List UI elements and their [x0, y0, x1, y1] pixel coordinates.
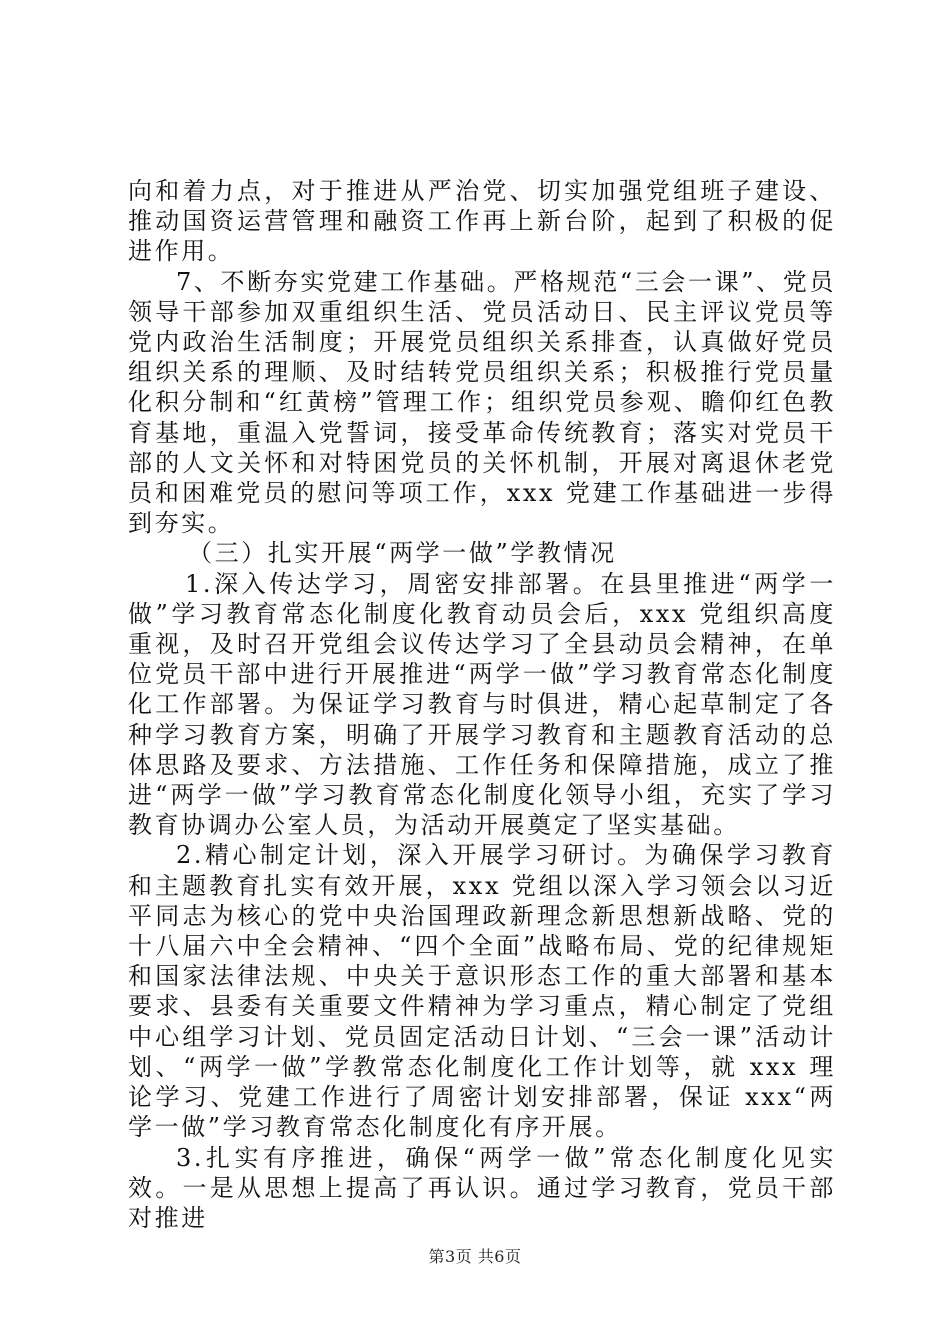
document-body: [128, 176, 836, 1233]
paragraph-item-1: 1.深入传达学习，周密安排部署。在县里推进“两学一做”学习教育常态化制度化教育动员会后，xxx 党组织高度重视，及时召开党组会议传达学习了全县动员会精神，在单位党员干部中进行开展推进“两学一做”学习教育常态化制度化工作部署。为保证学习教育与时俱进，精心起草制定了各种学习教育方案，明确了开展学习教育和主题教育活动的总体思路及要求、方法措施、工作任务和保障措施，成立了推进“两学一做”学习教育常态化制度化领导小组，充实了学习教育协调办公室人员，为活动开展奠定了坚实基础。: [128, 569, 836, 840]
page-number-footer: 第3页 共6页: [428, 1247, 522, 1266]
paragraph-item-7: 7、不断夯实党建工作基础。严格规范“三会一课”、党员领导干部参加双重组织生活、党员活动日、民主评议党员等党内政治生活制度；开展党员组织关系排查，认真做好党员组织关系的理顺、及时结转党员组织关系；积极推行党员量化积分制和“红黄榜”管理工作；组织党员参观、瞻仰红色教育基地，重温入党誓词，接受革命传统教育；落实对党员干部的人文关怀和对特困党员的关怀机制，开展对离退休老党员和困难党员的慰问等项工作，xxx 党建工作基础进一步得到夯实。: [128, 267, 836, 538]
paragraph-item-3: 3.扎实有序推进，确保“两学一做”常态化制度化见实效。一是从思想上提高了再认识。通过学习教育，党员干部对推进: [128, 1143, 836, 1232]
paragraph-continuation: 向和着力点，对于推进从严治党、切实加强党组班子建设、推动国资运营管理和融资工作再上新台阶，起到了积极的促进作用。: [128, 177, 836, 266]
section-heading-3: （三）扎实开展“两学一做”学教情况: [188, 539, 617, 568]
paragraph-item-2: 2.精心制定计划，深入开展学习研讨。为确保学习教育和主题教育扎实有效开展，xxx 党组以深入学习领会以习近平同志为核心的党中央治国理政新理念新思想新战略、党的十八届六中全会精神、“四个全面”战略布局、党的纪律规矩和国家法律法规、中央关于意识形态工作的重大部署和基本要求、县委有关重要文件精神为学习重点，精心制定了党组中心组学习计划、党员固定活动日计划、“三会一课”活动计划、“两学一做”学教常态化制度化工作计划等，就 xxx 理论学习、党建工作进行了周密计划安排部署，保证 xxx“两学一做”学习教育常态化制度化有序开展。: [128, 841, 836, 1142]
